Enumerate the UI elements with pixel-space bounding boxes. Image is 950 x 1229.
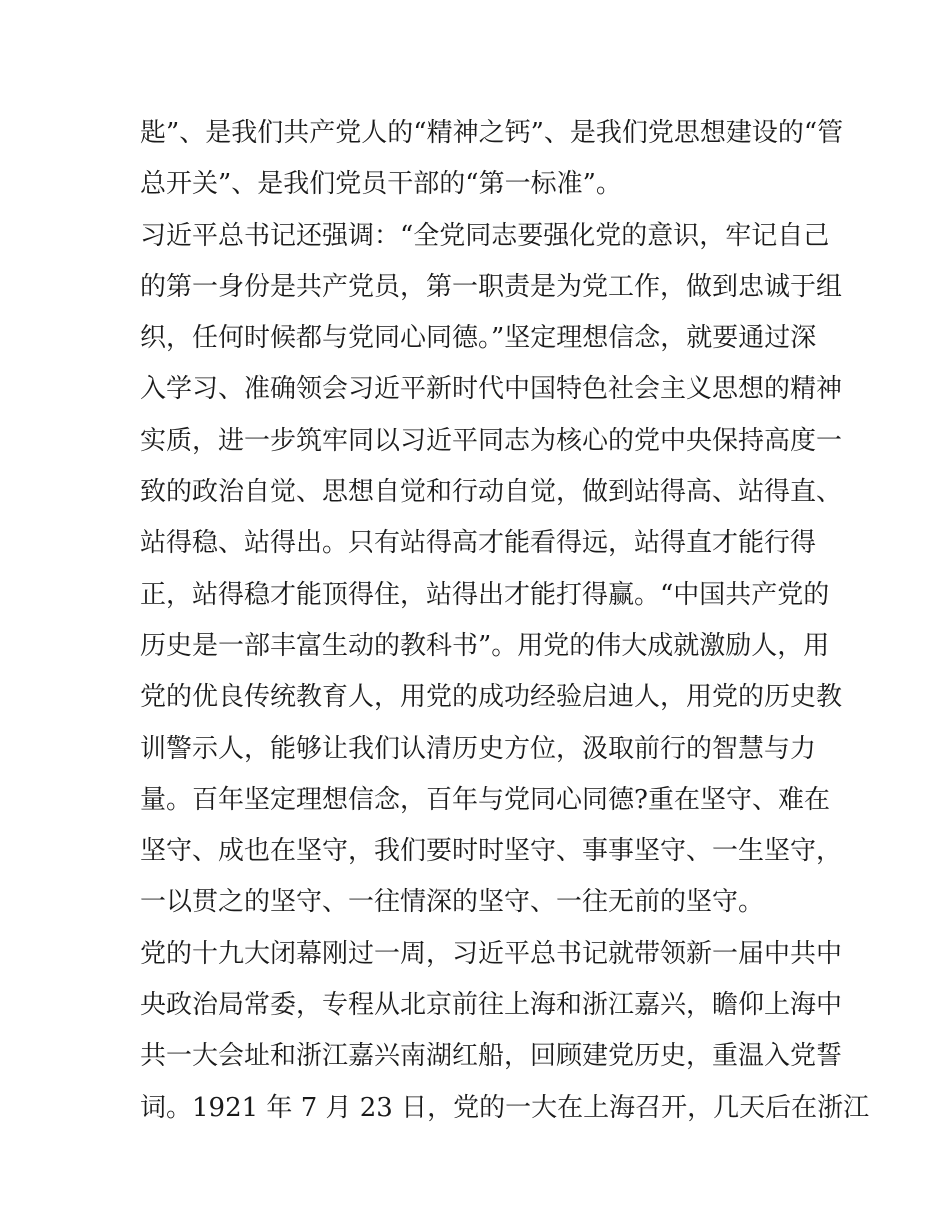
- text-line: 历史是一部丰富生动的教科书”。用党的伟大成就激励人，用: [140, 630, 830, 661]
- text-line: 训警示人，能够让我们认清历史方位，汲取前行的智慧与力: [140, 733, 817, 764]
- text-line: 的第一身份是共产党员，第一职责是为党工作，做到忠诚于组: [140, 271, 843, 302]
- text-line: 党的优良传统教育人，用党的成功经验启迪人，用党的历史教: [140, 682, 843, 713]
- text-line: 匙”、是我们共产党人的“精神之钙”、是我们党思想建设的“管: [140, 118, 844, 148]
- text-line: 正，站得稳才能顶得住，站得出才能打得赢。“中国共产党的: [140, 579, 830, 610]
- body-text: [140, 108, 870, 1134]
- text-line: 实质，进一步筑牢同以习近平同志为核心的党中央保持高度一: [140, 425, 843, 456]
- text-line: 党的十九大闭幕刚过一周，习近平总书记就带领新一届中共中: [140, 938, 843, 969]
- text-line: 入学习、准确领会习近平新时代中国特色社会主义思想的精神: [140, 374, 843, 405]
- text-line: 坚守、成也在坚守，我们要时时坚守、事事坚守、一生坚守，: [140, 836, 843, 867]
- text-line: 致的政治自觉、思想自觉和行动自觉，做到站得高、站得直、: [140, 477, 843, 508]
- text-line: 央政治局常委，专程从北京前往上海和浙江嘉兴，瞻仰上海中: [140, 990, 843, 1021]
- text-line: 总开关”、是我们党员干部的“第一标准”。: [140, 169, 622, 200]
- text-line: 织，任何时候都与党同心同德。”坚定理想信念，就要通过深: [140, 323, 817, 354]
- text-line: 共一大会址和浙江嘉兴南湖红船，回顾建党历史，重温入党誓: [140, 1041, 843, 1072]
- text-line: 词。1921 年 7 月 23 日，党的一大在上海召开，几天后在浙江: [140, 1092, 870, 1123]
- text-line: 一以贯之的坚守、一往情深的坚守、一往无前的坚守。: [140, 887, 765, 918]
- text-line: 站得稳、站得出。只有站得高才能看得远，站得直才能行得: [140, 528, 817, 559]
- text-line: 量。百年坚定理想信念，百年与党同心同德?重在坚守、难在: [140, 784, 830, 815]
- text-line: 习近平总书记还强调：“全党同志要强化党的意识，牢记自己: [140, 220, 830, 251]
